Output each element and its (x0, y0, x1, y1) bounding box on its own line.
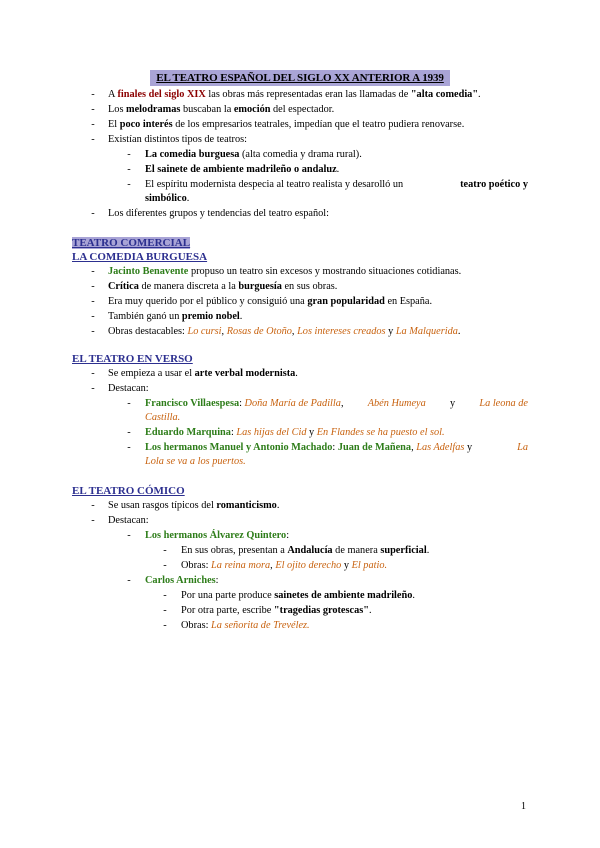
bullet-dash: - (91, 266, 95, 277)
item-text: Destacan: (108, 515, 149, 526)
item-text: Por otra parte, escribe "tragedias grotescas". (181, 605, 372, 616)
item-text: Obras: La señorita de Trevélez. (181, 620, 310, 631)
bullet-dash: - (91, 383, 95, 394)
bullet-dash: - (163, 620, 167, 631)
bullet-dash: - (91, 296, 95, 307)
item-text: También ganó un premio nobel. (108, 311, 243, 322)
bullet-dash: - (127, 575, 131, 586)
section-heading: EL TEATRO CÓMICO (72, 485, 185, 497)
bullet-dash: - (91, 515, 95, 526)
item-text: Destacan: (108, 383, 149, 394)
item-text: A finales del siglo XIX las obras más representadas eran las llamadas de "alta comedia". (108, 89, 481, 100)
title-wrap (0, 70, 600, 86)
item-text: Por una parte produce sainetes de ambiente madrileño. (181, 590, 415, 601)
item-text: Eduardo Marquina: Las hijas del Cid y En Flandes se ha puesto el sol. (145, 427, 445, 438)
item-text: Existían distintos tipos de teatros: (108, 134, 247, 145)
item-text: Los hermanos Manuel y Antonio Machado: Juan de Mañena, Las Adelfas y La (145, 442, 528, 453)
item-text: El espíritu modernista despecia al teatro realista y desarolló un teatro poético y (145, 179, 528, 190)
item-text: El poco interés de los empresarios teatrales, impedían que el teatro pudiera renovarse. (108, 119, 465, 130)
bullet-dash: - (163, 560, 167, 571)
bullet-dash: - (127, 149, 131, 160)
item-text: Los melodramas buscaban la emoción del espectador. (108, 104, 335, 115)
section-heading: TEATRO COMERCIAL (72, 237, 191, 249)
bullet-dash: - (91, 281, 95, 292)
item-text: Se empieza a usar el arte verbal modernista. (108, 368, 298, 379)
item-text: Lola se va a los puertos. (145, 456, 246, 467)
bullet-dash: - (163, 590, 167, 601)
bullet-dash: - (127, 530, 131, 541)
item-text: Jacinto Benavente propuso un teatro sin excesos y mostrando situaciones cotidianas. (108, 266, 462, 277)
bullet-dash: - (91, 134, 95, 145)
item-text: Se usan rasgos típicos del romanticismo. (108, 500, 280, 511)
bullet-dash: - (91, 119, 95, 130)
bullet-dash: - (91, 368, 95, 379)
item-text: Francisco Villaespesa: Doña María de Padilla, Abén Humeya y La leona de (145, 398, 528, 409)
section-heading: EL TEATRO EN VERSO (72, 353, 193, 365)
item-text: Obras: La reina mora, El ojito derecho y El patio. (181, 560, 388, 571)
item-text: Obras destacables: Lo cursi, Rosas de Otoño, Los intereses creados y La Malquerida. (108, 326, 461, 337)
item-text: Carlos Arniches: (145, 575, 219, 586)
bullet-dash: - (127, 398, 131, 409)
bullet-dash: - (91, 326, 95, 337)
subsection-heading: LA COMEDIA BURGUESA (72, 251, 208, 263)
bullet-dash: - (163, 605, 167, 616)
item-text: Los diferentes grupos y tendencias del teatro español: (108, 208, 330, 219)
bullet-dash: - (127, 179, 131, 190)
bullet-dash: - (91, 500, 95, 511)
bullet-dash: - (127, 442, 131, 453)
item-text: La comedia burguesa (alta comedia y drama rural). (145, 149, 362, 160)
bullet-dash: - (91, 208, 95, 219)
item-text: Crítica de manera discreta a la burguesía en sus obras. (108, 281, 338, 292)
item-text: simbólico. (145, 193, 190, 204)
item-text: Era muy querido por el público y consiguió una gran popularidad en España. (108, 296, 433, 307)
item-text: En sus obras, presentan a Andalucía de manera superficial. (181, 545, 430, 556)
item-text: Los hermanos Álvarez Quintero: (145, 530, 290, 541)
bullet-dash: - (91, 104, 95, 115)
page-title: EL TEATRO ESPAÑOL DEL SIGLO XX ANTERIOR A 1939 (150, 70, 450, 86)
bullet-dash: - (163, 545, 167, 556)
item-text: Castilla. (145, 412, 181, 423)
item-text: El sainete de ambiente madrileño o andaluz. (145, 164, 340, 175)
bullet-dash: - (127, 427, 131, 438)
bullet-dash: - (91, 311, 95, 322)
bullet-dash: - (91, 89, 95, 100)
page-number: 1 (521, 801, 526, 812)
bullet-dash: - (127, 164, 131, 175)
